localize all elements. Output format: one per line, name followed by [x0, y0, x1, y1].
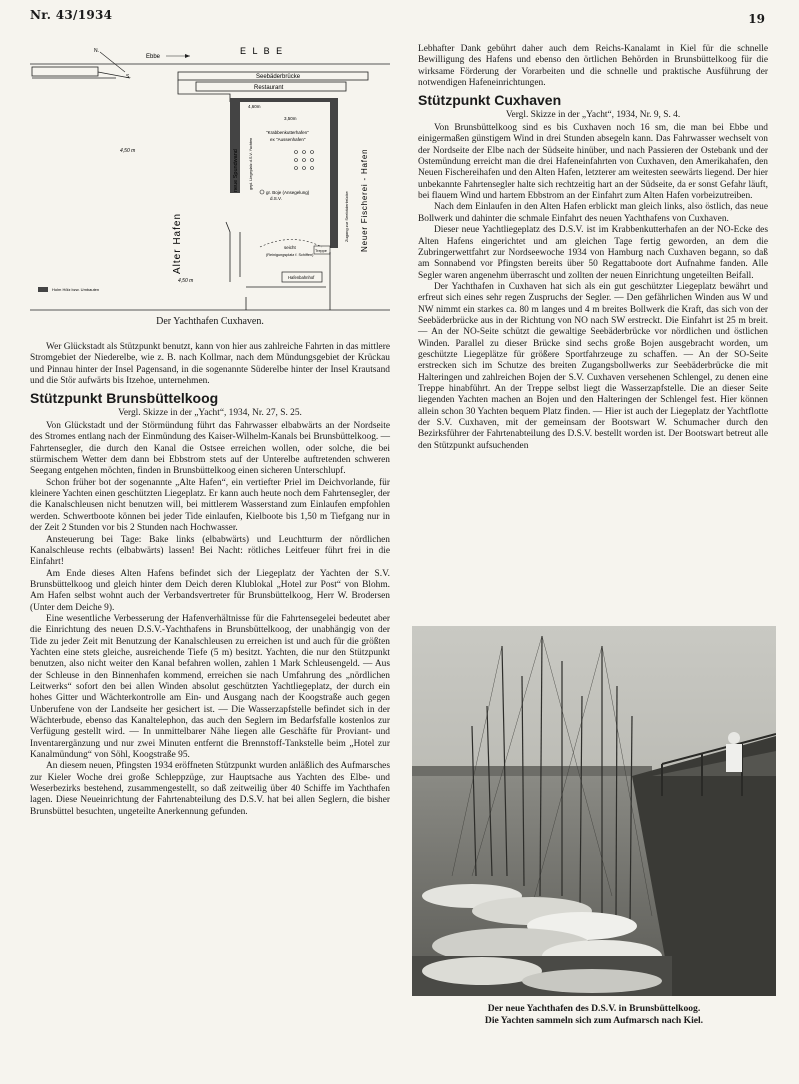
left-column — [30, 342, 390, 818]
seebaderbrucke-label: Seebäderbrücke — [256, 74, 301, 80]
heading-cuxhaven: Stützpunkt Cuxhaven — [418, 92, 562, 109]
zugang-label: Zugang zur Seebäderbrücke — [344, 191, 349, 242]
seicht-sub-label: (Reinigungsplatz f. Schiffen) — [266, 253, 314, 257]
photo-caption-line2: Die Yachten sammeln sich zum Aufmarsch nach Kiel. — [484, 1014, 704, 1026]
gepl-liegeplatz-label: gepl. Liegeplatz d.S.V. Yachten — [249, 137, 253, 190]
boje-label: gr. Boje (Ansegelung) — [266, 190, 310, 195]
reference-cuxhaven: Vergl. Skizze in der „Yacht“, 1934, Nr. 9, S. 4. — [505, 109, 681, 120]
paragraph: Schon früher bot der sogenannte „Alte Hafen“, ein vertiefter Priel im Deichvorlande, für kleinere Yachten einen geschützten Liegeplatz. Er kann auch heute noch dem Fahrtensegler, der die Kanalschleusen nicht benutzen will, bei mittlerem Wasserstand zum Einlaufen empfohlen werden. Schwertboote können bei jeder Tide einlaufen, Kielboote bis 1,50 m Tiefgang nur in der Zeit 2 Stunden vor bis 2 Stunden nach Hochwasser. — [30, 477, 390, 534]
intro-paragraph: Wer Glückstadt als Stützpunkt benutzt, kann von hier aus zahlreiche Fahrten in das mittlere Stromgebiet der Niederelbe, wie z. B. nach Kollmar, nach dem Mündungsgebiet der Krückau und Pinnau hinter der Insel Pagensand, in die sogenannte Süderelbe hinter der Insel Krautsand und die Stör aufwärts bis Itzehoe, unternehmen. — [30, 342, 390, 387]
depth-450-left-label: 4,50 m — [120, 148, 136, 154]
issue-number: Nr. 43/1934 — [30, 8, 113, 22]
depth-460-label: 4,60m — [248, 104, 261, 109]
legend-label: Holm Hölz bzw. Umbauten — [52, 287, 100, 292]
photo-caption — [412, 1003, 776, 1026]
neuer-fischerei-label: Neuer Fischerei - Hafen — [360, 148, 369, 252]
neue-spundwand-label: neue Spundwand — [233, 149, 239, 192]
alter-hafen-label: Alter Hafen — [172, 212, 183, 274]
harbor-map — [30, 42, 390, 312]
seicht-label: seicht — [284, 245, 296, 250]
intro-paragraph: Lebhafter Dank gebührt daher auch dem Reichs-Kanalamt in Kiel für die schnelle Bewilligung des Hafens und ebenso den örtlichen Behörden in Brunsbüttelkoog für die wirksame Förderung der Vorarbeiten und die schnelle und praktische Ausführung der notwendigen Hafeneinrichtungen. — [418, 44, 768, 89]
north-label: N. — [94, 48, 99, 54]
paragraph: Von Glückstadt und der Störmündung führt das Fahrwasser elbabwärts an der Nordseite des Stromes entlang nach der Einmündung des Kaiser-Wilhelm-Kanals bei Brunsbüttelkoog. — Fahrtensegler, die durch den Kanal die Ostsee erreichen wollen, oder solche, die bei stürmischem Wetter dem dann bei Ebbstrom stets auf der Unterelbe auftretenden schweren Seegang entgehen möchten, finden in Brunsbüttelkoog einen sicheren Unterschlupf. — [30, 421, 390, 477]
reference-brunsbuttelkoog: Vergl. Skizze in der „Yacht“, 1934, Nr. 27, S. 25. — [118, 407, 302, 418]
elbe-label: E L B E — [240, 46, 285, 56]
yacht-harbor-photo — [412, 626, 776, 996]
map-caption: Der Yachthafen Cuxhaven. — [156, 316, 264, 327]
paragraph: Nach dem Einlaufen in den Alten Hafen erblickt man gleich links, also östlich, das neue Bollwerk und dahinter die schmale Einfahrt des neuen Yachthafens von Cuxhaven. — [418, 202, 768, 224]
krabben-label: "Krabbenkutterhafen" — [266, 130, 309, 135]
paragraph: An diesem neuen, Pfingsten 1934 eröffneten Stützpunkt wurden anläßlich des Aufmarsches zur Kieler Woche drei große Schleppzüge, zur Hauptsache aus Yachten des Elbe- und Weserbezirks bestehend, zusammengestellt, so daß zeitweilig über 40 Schiffe im Yachthafen lagen. Diese Neueinrichtung der Fahrtenabteilung des D.S.V. hat bei allen Seglern, die bisher Brunsbüttel besuchten, ungeteilte Anerkennung gefunden. — [30, 761, 390, 817]
paragraph: Dieser neue Yachtliegeplatz des D.S.V. ist im Krabbenkutterhafen an der NO-Ecke des Alten Hafens eingerichtet und am gleichen Tage fertig geworden, an dem die Zubringerwettfahrt zur Nordseewoche 1934 von Hamburg nach Cuxhaven begann, so daß am Sonnabend vor Pfingsten bereits über 50 Regattaboote dort Aufnahme fanden. Alle Segler waren angenehm überrascht und zollten der neuen Einrichtung ungeteilten Beifall. — [418, 225, 768, 281]
paragraph: Am Ende dieses Alten Hafens befindet sich der Liegeplatz der Yachten der S.V. Brunsbüttelkoog und gleich hinter dem Deich deren Klublokal „Hotel zur Post“ von Blohm. Am Hafen selbst wohnt auch der Verbandsvertreter für Brunsbüttelkoog, Herr W. Brodersen (Unter dem Deiche 9). — [30, 568, 390, 613]
hafenbahnhof-label: Hafenbahnhof — [288, 275, 315, 280]
paragraph: Von Brunsbüttelkoog sind es bis Cuxhaven noch 16 sm, die man bei Ebbe und einigermaßen günstigem Wind in drei Stunden absegeln kann. Das Fahrwasser wechselt von der Nordseite der Elbe nach der Südseite hinüber, und nach Passieren der Ostebank und der Ostemündung erreicht man die drei Hafeneinfahrten von Cuxhaven, den Amerikahafen, den Neuen Fischereihafen und den Alten Hafen, letzterer am weitesten seewärts liegend. Der hier unbekannte Fahrtensegler halte sich rechtzeitig hart an der Südseite, da er sonst Gefahr läuft, bei flauem Wind und hartem Ebbstrom an der Einfahrt zum Alten Hafen vorbeizutreiben. — [418, 123, 768, 202]
paragraph: Eine wesentliche Verbesserung der Hafenverhältnisse für die Fahrtensegelei bedeutet aber die Einrichtung des neuen D.S.V.-Yachthafens in Brunsbüttelkoog, der unabhängig von der Tide zu jeder Zeit mit Benutzung der Kanalschleusen zu erreichen ist und auch für die größten Yachten eine stets gleiche, ausreichende Tiefe (5 m) besitzt. Yachten, die nur den Stützpunkt benutzen, also nicht weiter den Kanal befahren wollen, zahlen 1 Mark Schleusengeld. — Aus der Schleuse in den Binnenhafen kommend, erreichen sie nach Umfahrung des „nördlichen Leitwerks“ sofort den bei allen Winden absolut geschützten Yachtliegeplatz, der durch ein hohes Gitter und Wächterkontrolle am Ein- und Ausgang nach der Koogstraße auch gegen Unberufene von der Landseite her gesichert ist. — Die Wasserzapfstelle befindet sich in der Wächterbude, ebenso das Kanaltelephon, das auch den Seglern im Bedarfsfalle kostenlos zur Verfügung gestellt wird. — In unmittelbarer Nähe liegen alle Geschäfte für Proviant- und Inventarergänzung und nur zwei Minuten entfernt die Brennstoff-Tankstelle beim „Hotel zur Kanalmündung“ von Söhl, Koogstraße 95. — [30, 613, 390, 761]
page-number: 19 — [748, 12, 765, 26]
paragraph: Der Yachthafen in Cuxhaven hat sich als ein gut geschützter Liegeplatz bewährt und erfreut sich eines sehr regen Zuspruchs der Segler. — Den gefährlichen Winden aus W und NW nimmt ein starkes ca. 80 m langes und 4 m breites Bollwerk die Kraft, das sich von der Seebäderbrücke aus in der Richtung von NO nach SW erstreckt. Die Einfahrt ist 25 m breit. — An der NO-Seite schützt die gewaltige Seebäderbrücke vor nördlichen und östlichen Winden. Parallel zu dieser Brücke sind sechs große Bojen ausgebracht worden, um geschützte Liegeplätze für größere Sportfahrzeuge zu schaffen. — An der SO-Seite erstrecken sich im Schutze des breiten Zugangsbollwerks zur Seebäderbrücke die mit Halteringen und zahlreichen Bojen der S.V. Cuxhaven versehenen Schlengel, zu denen eine Treppe hinabführt. An der Treppe selbst liegt die Wasserzapfstelle. Die an dieser Seite liegenden Yachten machen an Bojen und den Halteringen der Schlengel fest. Hier können allein schon 30 Yachten bequem Platz finden. — Hier ist auch der Liegeplatz der Yachtflotte der S.V. Cuxhaven, mit der gemeinsam der Bootswart W. Schumacher durch den Bezirksführer der Fahrtenabteilung des D.S.V. bestellt worden ist. Der Bootswart betreut alle den Stützpunkt aufsuchenden — [418, 281, 768, 451]
depth-350-label: 3,50m — [284, 116, 297, 121]
heading-brunsbuttelkoog: Stützpunkt Brunsbüttelkoog — [30, 390, 219, 407]
ex-aussenhafen-label: ex "Aussenhafen" — [270, 137, 306, 142]
south-label: S. — [126, 74, 131, 80]
dsv-label: d.S.V. — [270, 196, 282, 201]
photo-caption-line1: Der neue Yachthafen des D.S.V. in Brunsbüttelkoog. — [487, 1003, 701, 1014]
restaurant-label: Restaurant — [254, 85, 284, 91]
ebbe-label: Ebbe — [146, 54, 161, 60]
treppe-label: Treppe — [315, 249, 327, 253]
right-column — [418, 44, 768, 452]
depth-450-bottom-label: 4,50 m — [178, 278, 194, 284]
paragraph: Ansteuerung bei Tage: Bake links (elbabwärts) und Leuchtturm der nördlichen Kanalschleuse rechts (elbabwärts) lassen! Bei Nacht: rötliches Leitfeuer führt frei in die Einfahrt! — [30, 534, 390, 568]
